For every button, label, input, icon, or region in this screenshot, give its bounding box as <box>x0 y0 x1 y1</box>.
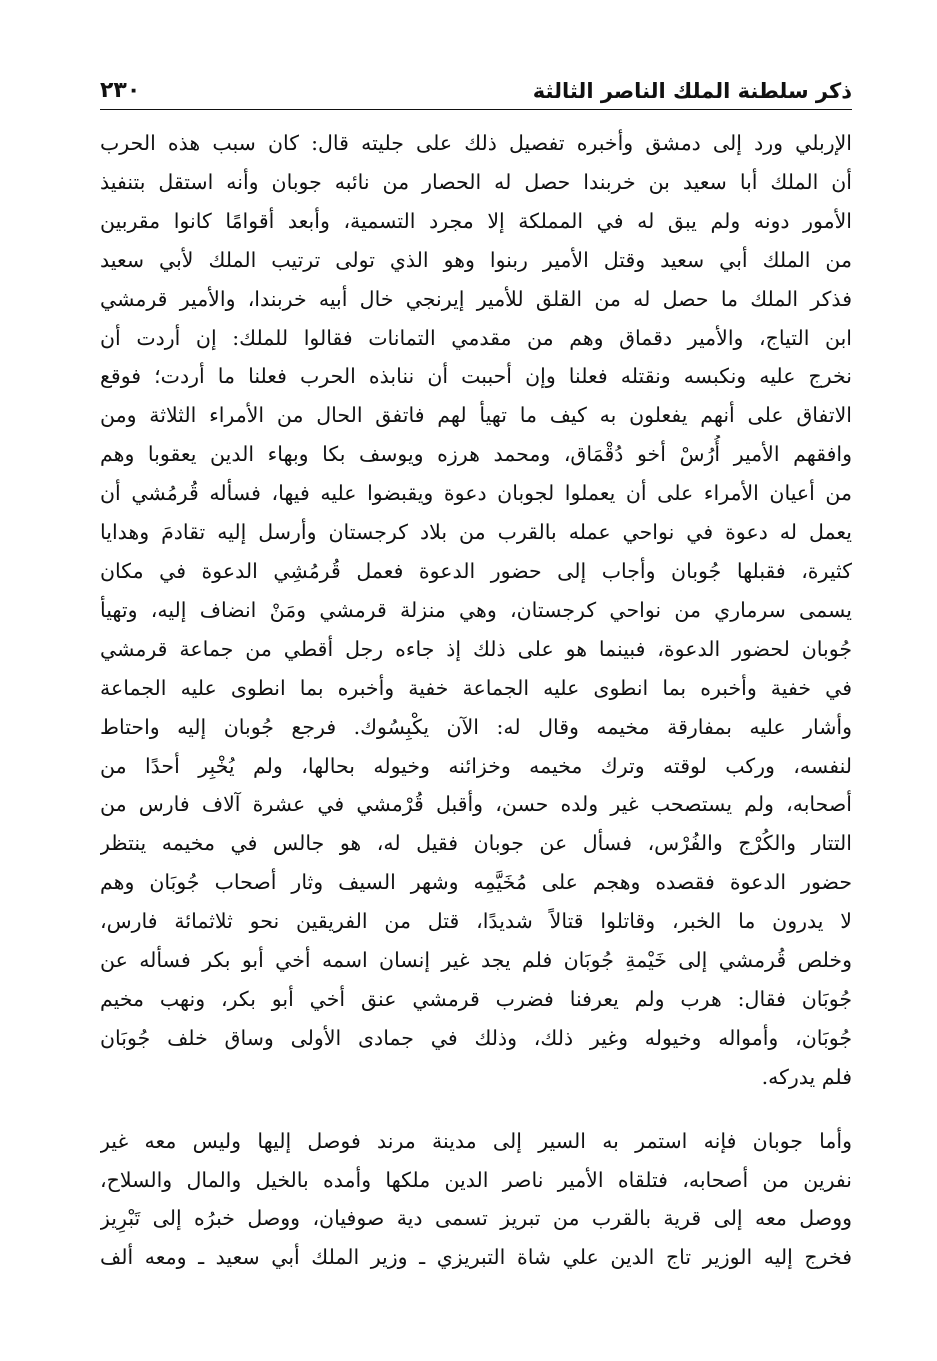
text-line: حضور الدعوة فقصده وهجم على مُخَيَّمِه وشهر السيف وثار أصحاب جُوبَان وهم <box>100 870 852 895</box>
text-line: وأشار عليه بمفارقة مخيمه وقال له: الآن يكْبِسُوك. فرجع جُوبان إليه واحتاط <box>100 714 852 739</box>
text-line: الإربلي ورد إلى دمشق وأخبره تفصيل ذلك على جليته قال: كان سبب هذه الحرب <box>100 131 852 155</box>
text-line: أصحابه، ولم يستصحب غير ولده حسن، وأقبل قُرْمشي في عشرة آلاف فارس من <box>100 792 852 817</box>
running-header <box>100 62 852 110</box>
text-line: يعمل له دعوة في نواحي عمله بالقرب من بلاد كرجستان وأرسل إليه تقادمَ وهدايا <box>100 520 852 545</box>
text-line: وأما جوبان فإنه استمر به السير إلى مدينة مرند فوصل إليها وليس معه غير <box>100 1128 852 1153</box>
text-line: جُوبان لحضور الدعوة، فبينما هو على ذلك إذ جاءه رجل أقطي من جماعة قرمشي <box>100 636 852 661</box>
page-number: ٢٣٠ <box>100 78 141 103</box>
text-line: نفرين من أصحابه، فتلقاه الأمير ناصر الدين ملكها وأمده بالخيل والمال والسلاح، <box>100 1167 852 1192</box>
text-line: فلم يدركه. <box>761 1064 852 1089</box>
text-line: أن الملك أبا سعيد بن خربندا حصل له الحصار من نائبه جوبان وأنه استقل بتنفيذ <box>100 169 852 194</box>
text-line: يسمى سرماري من نواحي كرجستان، وهي منزلة قرمشي ومَنْ انضاف إليه، وتهيأ <box>100 597 852 622</box>
text-line: وافقهم الأمير أُرُسْ أخو دُقْمَاق، ومحمد هرزه ويوسف بكا وبهاء الدين يعقوبا وهم <box>100 442 852 467</box>
chapter-title: ذكر سلطنة الملك الناصر الثالثة <box>532 79 852 103</box>
text-line: ووصل معه إلى قرية بالقرب من تبريز تسمى دية صوفيان، ووصل خبرُه إلى تَبْرِيز <box>100 1206 852 1231</box>
text-line: كثيرة، فقبلها جُوبان وأجاب إلى حضور الدعوة فعمل قُرمُشِي الدعوة في مكان <box>100 558 852 583</box>
text-line: فذكر الملك ما حصل له من القلق للأمير إيرنجي خال أبيه خربندا، والأمير قرمشي <box>100 286 852 311</box>
text-line: الأمور دونه ولم يبق له في المملكة إلا مجرد التسمية، وأبعد أقوامًا كانوا مقربين <box>100 208 852 233</box>
text-line: جُوبَان فقال: هرب ولم يعرفنا فضرب قرمشي عنق أخي أبو بكر، ونهب مخيم <box>100 986 852 1011</box>
text-line: الاتفاق على أنهم يفعلون به كيف ما تهيأ لهم فاتفق الحال من الأمراء الثلاثة ومن <box>100 403 852 428</box>
paragraph <box>100 1122 852 1278</box>
paragraph <box>100 124 852 1097</box>
body-text <box>100 124 852 1277</box>
text-line: وخلص قُرمشي إلى خَيْمةِ جُوبَان فلم يجد غير إنسان اسمه أخي أبو بكر فسأله عن <box>100 948 852 973</box>
text-line: من الملك أبي سعيد وقتل الأمير ربنوا وهو الذي تولى ترتيب الملك لأبي سعيد <box>100 247 852 272</box>
text-line: لنفسه، وركب لوقته وترك مخيمه وخزائنه وخيوله بحالها، ولم يُخْبِر أحدًا من <box>100 753 852 778</box>
text-line: فخرج إليه الوزير تاج الدين علي شاة التبريزي ـ وزير الملك أبي سعيد ـ ومعه ألف <box>100 1245 852 1270</box>
paragraph-gap <box>100 1097 852 1122</box>
text-line: التتار والكُرْج والفُرْس، فسأل عن جوبان فقيل له، هو جالس في مخيمه ينتظر <box>100 831 852 856</box>
text-line: في خفية وأخبره بما انطوى عليه الجماعة خفية وأخبره بما انطوى عليه الجماعة <box>100 675 852 700</box>
text-line: لا يدرون ما الخبر، وقاتلوا قتالاً شديدًا، قتل من الفريقين نحو ثلاثمائة فارس، <box>100 909 852 934</box>
text-line: جُوبَان، وأمواله وخيوله وغير ذلك، وذلك في جمادى الأولى وساق خلف جُوبَان <box>100 1025 852 1050</box>
text-line: ابن التياج، والأمير دقماق وهم من مقدمي التمانات فقالوا للملك: إن أردت أن <box>100 325 852 350</box>
text-line: من أعيان الأمراء على أن يعملوا لجوبان دعوة ويقبضوا عليه فيها، فسأله قُرمُشي أن <box>100 481 852 506</box>
text-line: نخرج عليه ونكبسه ونقتله فعلنا وإن أحببت أن ننابذه الحرب فعلنا ما أردت؛ فوقع <box>100 364 852 389</box>
